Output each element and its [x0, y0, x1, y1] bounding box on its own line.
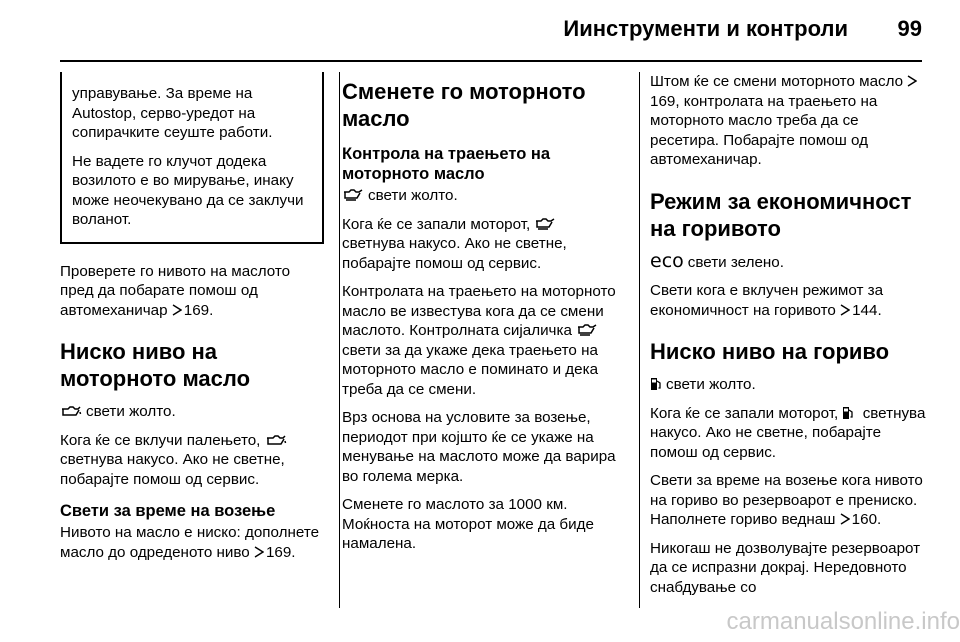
oil-pressure-icon: [265, 434, 287, 447]
oil-life-start-text: Кога ќе се запали моторот, светнува накусо. Ако не светне, побарајте помош од сервис.: [342, 215, 567, 272]
heading-change-oil: Сменете го моторното масло: [342, 79, 586, 131]
low-fuel-start-text: Кога ќе се запали моторот, светнува накусо. Ако не светне, побарајте помош од сервис.: [650, 404, 926, 461]
eco-status: eco свети зелено.: [650, 249, 784, 272]
page-reference[interactable]: 160.: [851, 511, 882, 528]
low-oil-status: свети жолто.: [60, 402, 324, 422]
column-3: [650, 72, 926, 606]
oil-change-icon: [576, 324, 598, 337]
page-number: 99: [897, 16, 922, 41]
page-reference-arrow-icon: [907, 75, 917, 87]
header-rule: [60, 60, 922, 62]
check-oil-paragraph: Проверете го нивото на маслото пред да побарате помош од автомеханичар 169.: [60, 262, 291, 319]
heading-while-driving: Свети за време на возење: [60, 502, 276, 520]
eco-text: Свети кога е вклучен режимот за економичност на горивото 144.: [650, 282, 884, 319]
page-header: [60, 14, 922, 48]
oil-change-icon: [534, 218, 556, 231]
heading-eco-mode: Режим за економичност на горивото: [650, 188, 912, 241]
column-divider: [639, 72, 640, 608]
page-reference-arrow-icon: [172, 304, 182, 316]
oil-reset-text: Штом ќе се смени моторното масло 169, контролата на траењето на моторното масло треба да се ресетира. Побарајте помош од автомеханичар.: [650, 72, 926, 170]
low-fuel-status: свети жолто.: [650, 375, 926, 395]
oil-change-period: Врз основа на условите за возење, периодот при којшто ќе се укаже на менување на маслото може да варира во голема мерка.: [342, 409, 616, 485]
page-reference-arrow-icon: [254, 546, 264, 558]
column-1: [60, 72, 324, 571]
low-fuel-never: Никогаш не дозволувајте резервоарот да се испразни докрај. Нередовното снабдување со: [650, 539, 921, 596]
oil-change-icon: [342, 189, 364, 202]
watermark: carmanualsonline.info: [726, 608, 960, 635]
note-box: [60, 72, 324, 244]
heading-oil-life-control: Контрола на траењето на моторното масло: [342, 145, 551, 183]
page-reference-arrow-icon: [840, 304, 850, 316]
low-fuel-driving: Свети за време на возење кога нивото на гориво во резервоарот е прениско. Наполнете гориво веднаш 160.: [650, 472, 923, 528]
page-reference[interactable]: 169, контролата на траењето на моторното масло треба да се ресетира. Побарајте помош од автомеханичар.: [650, 92, 878, 168]
note-paragraph: управување. За време на Autostop, серво-уредот на сопирачките сеуште работи.: [72, 85, 273, 141]
note-paragraph: Не вадете го клучот додека возилото е во мирување, инаку може неочекувано да се заклучи воланот.: [72, 152, 304, 228]
page-reference[interactable]: 169.: [183, 301, 214, 319]
eco-icon: eco: [650, 249, 684, 272]
oil-life-status: свети жолто.: [342, 186, 622, 206]
page-reference[interactable]: 169.: [265, 543, 296, 561]
oil-pressure-icon: [60, 405, 82, 418]
while-driving-text: Нивото на масло е ниско: дополнете масло до одреденото ниво 169.: [60, 524, 320, 561]
column-divider: [339, 72, 340, 608]
page-reference[interactable]: 144.: [852, 301, 882, 319]
oil-change-every: Сменете го маслото за 1000 км. Моќноста на моторот може да биде намалена.: [342, 496, 594, 552]
header-title: Иинструменти и контроли: [563, 16, 848, 41]
fuel-pump-icon: [842, 406, 854, 420]
heading-low-fuel: Ниско ниво на гориво: [650, 339, 890, 364]
oil-life-info: Контролата на траењето на моторното масло ве известува кога да се смени маслото. Контролната сијаличка свети за да укаже дека траењето на моторното масло е поминато и дека треба да се смени.: [342, 283, 616, 398]
fuel-pump-icon: [650, 377, 662, 391]
page-reference-arrow-icon: [840, 513, 850, 525]
low-oil-text: Кога ќе се вклучи палењето, светнува накусо. Ако не светне, побарајте помош од сервис.: [60, 431, 285, 488]
column-2: [342, 72, 622, 563]
heading-low-oil: Ниско ниво на моторното масло: [60, 339, 251, 391]
